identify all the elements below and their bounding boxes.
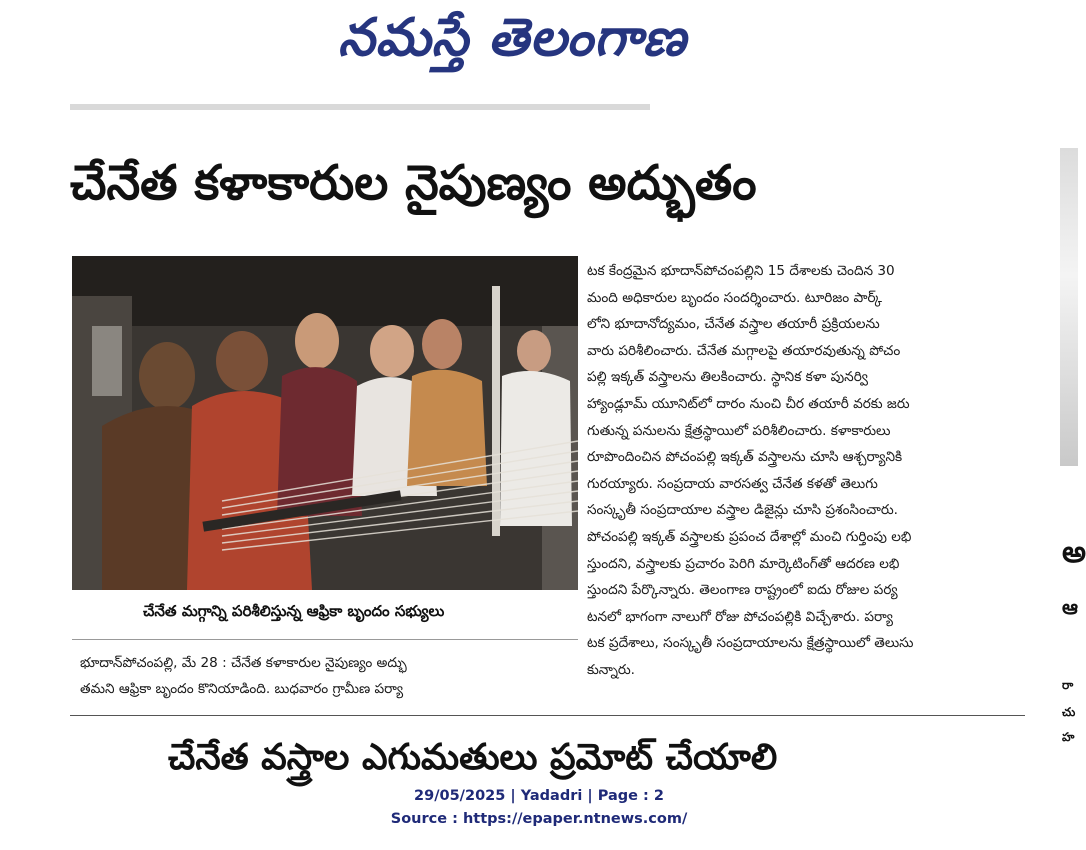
photo-caption: చేనేత మగ్గాన్ని పరిశీలిస్తున్న ఆఫ్రికా బృందం సభ్యులు [143, 602, 445, 620]
body-line: సంస్కృతీ సంప్రదాయాల వస్త్రాల డిజైన్లు చూసి ప్రశంసించారు. [587, 502, 898, 519]
body-line: కున్నారు. [587, 661, 635, 678]
body-line: టనలో భాగంగా నాలుగో రోజు పోచంపల్లికి విచ్చేశారు. పర్యా [587, 608, 893, 625]
adjacent-subhead-fragment: ఆ [1062, 595, 1078, 619]
adjacent-headline-fragment: అ [1062, 535, 1086, 570]
caption-divider [72, 639, 578, 640]
body-line: లోని భూదానోద్యమం, చేనేత వస్త్రాల తయారీ ప్రక్రియలను [587, 316, 880, 333]
loom-group-photo-illustration [72, 256, 578, 590]
body-line: రూపొందించిన పోచంపల్లి ఇక్కత్ వస్త్రాలను చూసి ఆశ్చర్యానికి [587, 449, 903, 466]
body-line: స్తుందని పేర్కొన్నారు. తెలంగాణ రాష్ట్రంలో ఐదు రోజుల పర్య [587, 582, 898, 599]
footer-date-line: 29/05/2025 | Yadadri | Page : 2 [414, 788, 664, 804]
body-line: టక కేంద్రమైన భూదాన్‌పోచంపల్లిని 15 దేశాలకు చెందిన 30 [587, 263, 895, 279]
top-divider [70, 104, 650, 110]
body-line: స్తుందని, వస్త్రాలకు ప్రచారం పెరిగి మార్కెటింగ్‌తో ఆదరణ లభి [587, 555, 900, 572]
adjacent-text-fragment: చు [1062, 705, 1076, 719]
article-divider [70, 715, 1025, 716]
adjacent-article-strip [1058, 140, 1086, 790]
adjacent-text-fragment: హ [1062, 730, 1075, 744]
article-headline: చేనేత కళాకారుల నైపుణ్యం అద్భుతం [70, 155, 757, 211]
article-photo [72, 256, 578, 590]
body-line: గుతున్న పనులను క్షేత్రస్థాయిలో పరిశీలించారు. కళాకారులు [587, 422, 891, 439]
body-line: గురయ్యారు. సంప్రదాయ వారసత్వ చేనేత కళతో తెలుగు [587, 475, 878, 492]
body-line: పల్లి ఇక్కత్ వస్త్రాలను తిలకించారు. స్థానిక కళా పునర్వి [587, 369, 868, 386]
masthead [0, 0, 1078, 90]
next-article-headline: చేనేత వస్త్రాల ఎగుమతులు ప్రమోట్ చేయాలి [168, 737, 778, 778]
lead-line: భూదాన్‌పోచంపల్లి, మే 28 : చేనేత కళాకారుల నైపుణ్యం అద్భు [80, 655, 407, 671]
body-line: మంది అధికారుల బృందం సందర్శించారు. టూరిజం పార్క్ [587, 289, 882, 306]
footer-source-line: Source : https://epaper.ntnews.com/ [390, 811, 688, 827]
lead-line: తమని ఆఫ్రికా బృందం కొనియాడింది. బుధవారం గ్రామీణ పర్యా [80, 681, 404, 697]
article-lead [80, 650, 540, 702]
body-line: టక ప్రదేశాలు, సంస్కృతీ సంప్రదాయాలను క్షేత్రస్థాయిలో తెలుసు [587, 635, 914, 652]
body-line: హ్యాండ్లూమ్ యూనిట్‌లో దారం నుంచి చీర తయారీ వరకు జరు [587, 395, 910, 412]
body-line: పోచంపల్లి ఇక్కత్ వస్త్రాలకు ప్రపంచ దేశాల్లో మంచి గుర్తింపు లభి [587, 528, 912, 545]
newspaper-logo: నమస్తే తెలంగాణ [338, 7, 687, 68]
article-body [587, 258, 1027, 684]
adjacent-text-fragment: రా [1062, 678, 1074, 692]
body-line: వారు పరిశీలించారు. చేనేత మగ్గాలపై తయారవుతున్న పోచం [587, 342, 901, 359]
adjacent-photo-edge [1060, 148, 1078, 466]
